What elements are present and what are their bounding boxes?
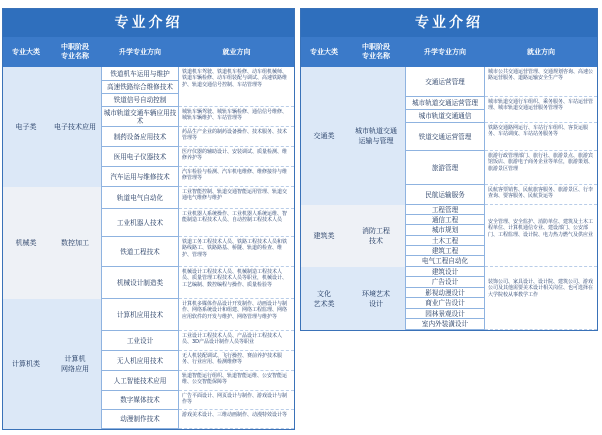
direction-cell: 电气工程自动化 xyxy=(405,256,485,267)
category-cell: 机械类 xyxy=(3,187,49,299)
direction-cell: 建筑设计 xyxy=(405,267,485,277)
header-career: 就业方向 xyxy=(222,47,251,56)
direction-cell: 工业机器人技术 xyxy=(101,209,179,237)
direction-cell: 室内外装潢设计 xyxy=(405,319,485,330)
category-cell: 建筑类 xyxy=(301,205,347,267)
left-table-panel xyxy=(2,8,295,430)
direction-cell: 民航运输服务 xyxy=(405,185,485,205)
header-category: 专业大类 xyxy=(310,47,338,56)
left-table-header xyxy=(3,37,294,67)
career-text: 工业机器人系统操作、工业机器人系统运维、智能制造工程技术人员、自动控制工程技术人员 xyxy=(179,209,294,237)
direction-cell: 铁道工程技术 xyxy=(101,237,179,267)
direction-cell: 城市规划 xyxy=(405,225,485,236)
direction-cell: 工业设计 xyxy=(101,331,179,351)
category-cell: 文化 艺术类 xyxy=(301,267,347,330)
header-major: 中职阶段 专业名称 xyxy=(362,43,390,60)
direction-cell: 铁道信号自动控制 xyxy=(101,94,179,107)
direction-cell: 通信工程 xyxy=(405,215,485,225)
direction-cell: 建筑工程 xyxy=(405,246,485,256)
category-cell: 交通类 xyxy=(301,67,347,205)
right-panel-title: 专业介绍 xyxy=(301,9,597,37)
career-text: 工业智能控制、轨道交通智能运用管理、轨道交通电气维修与维护 xyxy=(179,187,294,209)
career-text: 安全管理、安全监护、消防单位、建筑及土木工程单位、计算机通信专业、建设部门、公安部门、工程监理、设计院、电力热力燃气及供应业 xyxy=(485,205,597,267)
career-text: 药品生产企业的制药设备操作、技术服务、技术管理等 xyxy=(179,127,294,147)
direction-cell: 园林景观设计 xyxy=(405,309,485,319)
career-text: 游戏美术设计、三维动画制作、动漫特效设计等 xyxy=(179,410,294,429)
direction-cell: 医用电子仪器技术 xyxy=(101,147,179,167)
career-text: 城市轨道交通行车组织、乘务服务、车站运营管理、城市轨道交通运营服务管理等 xyxy=(485,97,597,123)
direction-cell: 城市轨道交通通信 xyxy=(405,110,485,123)
direction-cell: 人工智能技术应用 xyxy=(101,371,179,391)
direction-cell: 交通运营管理 xyxy=(405,67,485,97)
direction-cell: 城市轨道交通车辆应用技术 xyxy=(101,107,179,127)
header-direction: 升学专业方向 xyxy=(424,47,466,56)
career-text: 医疗仪器的辅助设计、安装调试、质量检测、维修养护等 xyxy=(179,147,294,167)
direction-cell: 动漫制作技术 xyxy=(101,410,179,429)
header-category: 专业大类 xyxy=(12,47,40,56)
direction-cell: 城市轨道交通运营管理 xyxy=(405,97,485,110)
direction-cell: 广告设计 xyxy=(405,277,485,288)
career-text: 铁路交通路网运行、车站行车组织、客货运服务、车站调度、车站站务服务等 xyxy=(485,123,597,151)
career-text: 旅游行政管理部门、旅行社、旅游景点、旅游宾馆饭店、旅游电子商务企业等单位，旅游策划、旅游景区管理 xyxy=(485,151,597,185)
major-cell: 城市轨道交通 运输与管理 xyxy=(347,67,405,205)
career-text: 铁道工务工程技术人员、铁路工程技术人员和铁路线路工、铁路路基、桥隧、轨道的检查、维护、管理等 xyxy=(179,237,294,267)
major-cell: 消防工程 技术 xyxy=(347,205,405,267)
direction-cell: 高速铁路综合维修技术 xyxy=(101,81,179,94)
major-cell: 数控加工 xyxy=(49,187,101,299)
direction-cell: 铁道交通运营管理 xyxy=(405,123,485,151)
header-direction: 升学专业方向 xyxy=(119,47,161,56)
direction-cell: 商业广告设计 xyxy=(405,298,485,309)
direction-cell: 计算机应用技术 xyxy=(101,299,179,331)
career-text: 城市公共交通运营管理、交通规划咨询、高速公路运营服务、道路运输安全生产等 xyxy=(485,67,597,97)
right-table-panel xyxy=(300,8,598,331)
career-text: 计算机多媒体作品设计开发制作、动画设计与制作、网络系统设计和组建、网络工程监理、网络应用软件的开发与维护、网络管理与维护等 xyxy=(179,299,294,331)
direction-cell: 制药设备应用技术 xyxy=(101,127,179,147)
direction-cell: 影视动漫设计 xyxy=(405,288,485,298)
direction-cell: 数字媒体技术 xyxy=(101,391,179,410)
career-text: 城轨车辆驾驶、城轨车辆检修、通信信号维修、城轨车辆维护、车站管理等 xyxy=(179,107,294,127)
header-major: 中职阶段 专业名称 xyxy=(61,43,89,60)
header-career: 就业方向 xyxy=(527,47,555,56)
direction-cell: 铁道机车运用与维护 xyxy=(101,67,179,81)
direction-cell: 汽车运用与维修技术 xyxy=(101,167,179,187)
career-text: 无人机装配调试、飞行操控、赛前养护技术服务、行业应用、检测维修等 xyxy=(179,351,294,371)
career-text: 广告平面设计、网页设计与制作、游戏设计与制作等 xyxy=(179,391,294,410)
direction-cell: 工程管理 xyxy=(405,205,485,215)
left-panel-title: 专业介绍 xyxy=(3,9,294,37)
career-text: 民航客票销售、民航旅客服务、旅游景区、行李查询、要客服务、民航货运等 xyxy=(485,185,597,205)
major-cell: 环境艺术 设计 xyxy=(347,267,405,330)
right-table-header xyxy=(301,37,597,67)
major-cell: 计算机 网络应用 xyxy=(49,299,101,429)
career-text: 机械设计工程技术人员、机械制造工程技术人员、质量管理工程技术人员等职业，机械设计、工艺编制、数控编程与操作、质量检验等 xyxy=(179,267,294,299)
major-cell: 电子技术应用 xyxy=(49,67,101,187)
career-text: 铁道机车驾驶、铁道机车检修、动车组机械师、铁道车辆检修、动车组装配与调试、高速铁路维护、轨道交通信号控制、车站管理等 xyxy=(179,67,294,107)
direction-cell: 轨道电气自动化 xyxy=(101,187,179,209)
career-text: 工业设计工程技术人员、产品设计工程技术人员、3D产品设计制作人员等职业 xyxy=(179,331,294,351)
category-cell: 计算机类 xyxy=(3,299,49,429)
career-text: 装饰公司、家具设计、设计院、建筑公司、游戏公司及其他需要美术设计相关岗位、也可选择在大学院校从事教学工作 xyxy=(485,267,597,330)
career-text: 汽车检验与检测、汽车机电维修、维修接待与维修管理等 xyxy=(179,167,294,187)
category-cell: 电子类 xyxy=(3,67,49,187)
direction-cell: 无人机应用技术 xyxy=(101,351,179,371)
direction-cell: 土木工程 xyxy=(405,236,485,246)
direction-cell: 机械设计制造类 xyxy=(101,267,179,299)
direction-cell: 旅游管理 xyxy=(405,151,485,185)
career-text: 轨道智能运行组织、轨道智能运维、公安智能运维、公交智能保障等 xyxy=(179,371,294,391)
